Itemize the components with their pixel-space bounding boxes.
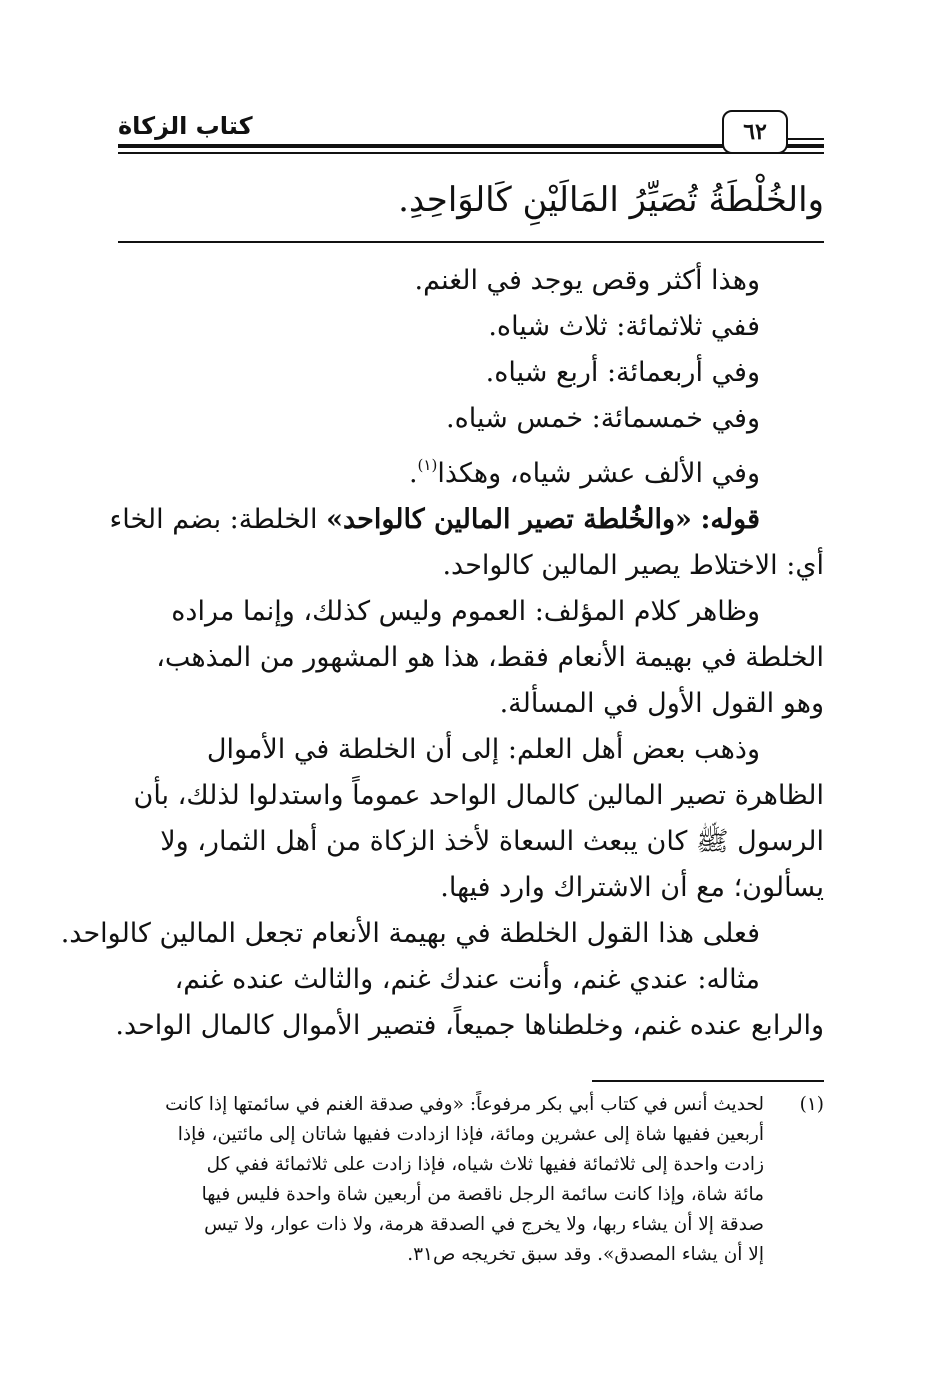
footnote-line: مائة شاة، وإذا كانت سائمة الرجل ناقصة من أربعين شاة واحدة فليس فيها	[201, 1184, 764, 1205]
footnote-number: (١)	[799, 1094, 824, 1115]
footnote	[118, 1090, 824, 1270]
para2-line: الظاهرة تصير المالين كالمال الواحد عموماً واستدلوا لذلك، بأن	[133, 780, 824, 811]
para1-line: الخلطة في بهيمة الأنعام فقط، هذا هو المشهور من المذهب،	[156, 642, 824, 673]
footnote-line: لحديث أنس في كتاب أبي بكر مرفوعاً: «وفي صدقة الغنم في سائمتها إذا كانت	[165, 1094, 764, 1115]
para1-line: وظاهر كلام المؤلف: العموم وليس كذلك، وإنما مراده	[171, 596, 760, 627]
para2-line: الرسول ﷺ كان يبعث السعاة لأخذ الزكاة من أهل الثمار، ولا	[160, 826, 824, 857]
body-line: وفي أربعمائة: أربع شياه.	[485, 357, 760, 388]
body-line: وهذا أكثر وقص يوجد في الغنم.	[414, 265, 760, 296]
qawluh-rest: الخلطة: بضم الخاء	[109, 504, 327, 535]
body-line: أي: الاختلاط يصير المالين كالواحد.	[442, 550, 824, 581]
footnote-line: صدقة إلا أن يشاء ربها، ولا يخرج في الصدقة هرمة، ولا ذات عوار، ولا تيس	[204, 1214, 764, 1235]
footnote-divider	[592, 1080, 824, 1082]
footnote-line: أربعين ففيها شاة إلى عشرين ومائة، فإذا ازدادت ففيها شاتان إلى مائتين، فإذا	[177, 1124, 764, 1145]
qawluh-label: قوله:	[700, 504, 760, 535]
matn-divider	[118, 241, 824, 243]
footnote-line: إلا أن يشاء المصدق». وقد سبق تخريجه ص٣١.	[407, 1244, 764, 1265]
footnote-line: زادت واحدة إلى ثلاثمائة ففيها ثلاث شياه، فإذا زادت على ثلاثمائة ففي كل	[206, 1154, 764, 1175]
body-line-text: وفي الألف عشر شياه، وهكذا	[437, 458, 760, 489]
commentary-body	[60, 258, 824, 1049]
qawluh-line	[109, 497, 824, 543]
body-line: وفي خمسمائة: خمس شياه.	[446, 403, 760, 434]
body-line	[118, 442, 824, 497]
body-line: فعلى هذا القول الخلطة في بهيمة الأنعام تجعل المالين كالواحد.	[60, 918, 760, 949]
body-line: ففي ثلاثمائة: ثلاث شياه.	[488, 311, 760, 342]
header-rule-right	[788, 138, 824, 140]
matn-text: والخُلْطَةُ تُصَيِّرُ المَالَيْنِ كَالوَاحِدِ.	[398, 180, 824, 220]
qawluh-quote: «والخُلطة تصير المالين كالواحد»	[326, 504, 692, 535]
footnote-ref: (١)	[417, 456, 438, 474]
body-line-end: .	[408, 458, 418, 489]
para3-line: مثاله: عندي غنم، وأنت عندك غنم، والثالث عنده غنم،	[174, 964, 760, 995]
para1-line: وهو القول الأول في المسألة.	[499, 688, 824, 719]
footnote-text	[118, 1090, 764, 1270]
header-rule-thin	[118, 152, 824, 154]
page-number: ٦٢	[722, 110, 788, 154]
header-rule-thick	[118, 144, 824, 148]
para2-line: يسألون؛ مع أن الاشتراك وارد فيها.	[440, 872, 824, 903]
page-header	[118, 108, 824, 158]
para2-line: وذهب بعض أهل العلم: إلى أن الخلطة في الأموال	[206, 734, 760, 765]
para3-line: والرابع عنده غنم، وخلطناها جميعاً، فتصير الأموال كالمال الواحد.	[115, 1010, 824, 1041]
book-title: كتاب الزكاة	[118, 112, 253, 140]
